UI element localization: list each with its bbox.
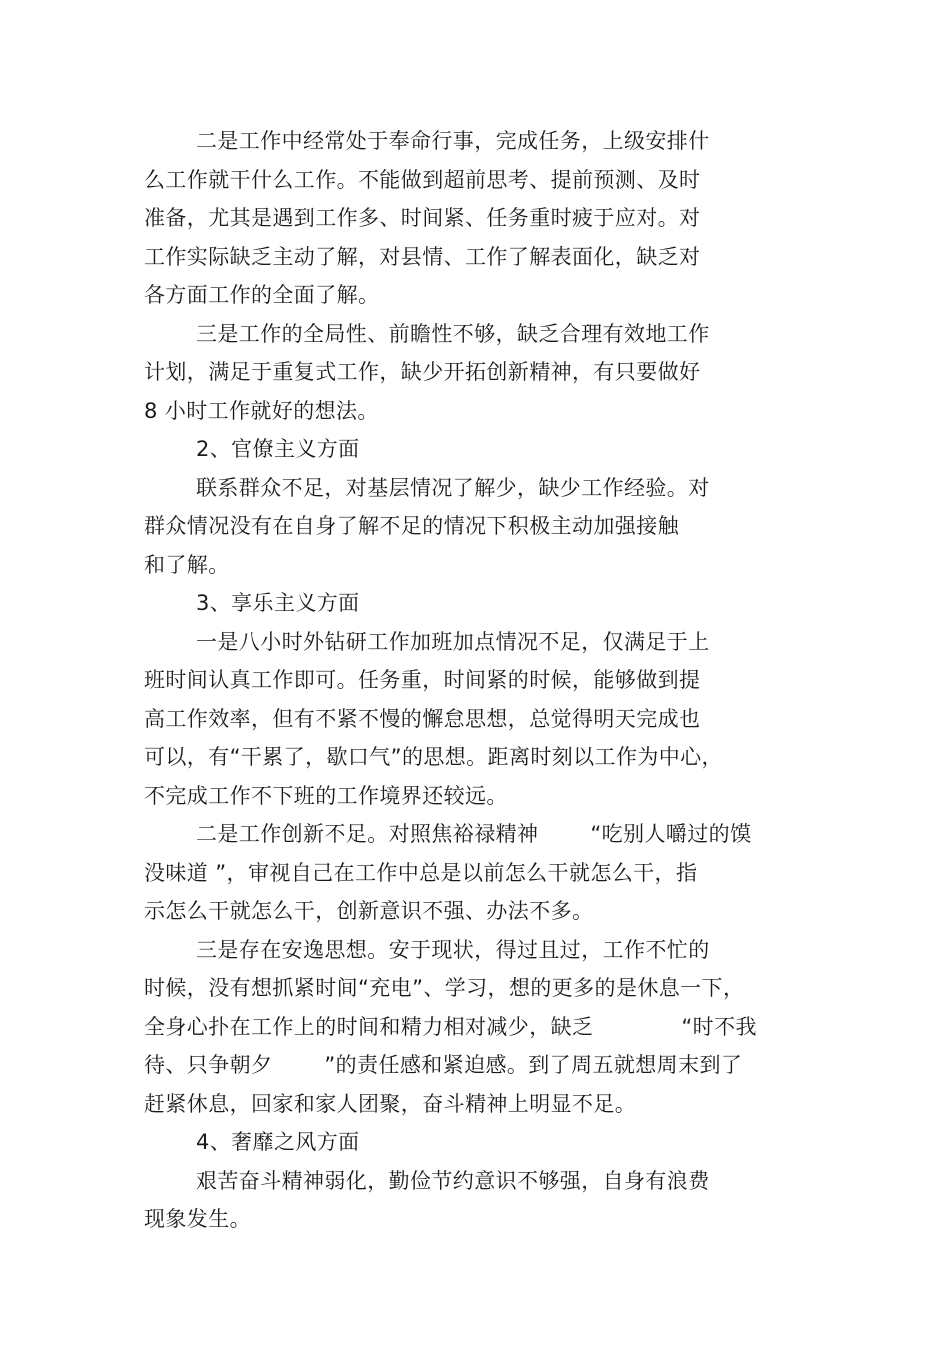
- paragraph-line: 二是工作中经常处于奉命行事，完成任务，上级安排什: [196, 129, 710, 153]
- paragraph-line: 联系群众不足，对基层情况了解少，缺少工作经验。对: [196, 475, 710, 500]
- paragraph-line: 和了解。: [144, 552, 230, 577]
- section-heading: 4、奢靡之风方面: [196, 1130, 360, 1154]
- quote-segment: “时不我: [681, 1014, 757, 1039]
- text-segment: 待、只争朝夕: [144, 1053, 273, 1077]
- paragraph-line: 各方面工作的全面了解。: [144, 283, 380, 307]
- paragraph-line: 艰苦奋斗精神弱化，勤俭节约意识不够强，自身有浪费: [196, 1168, 710, 1193]
- paragraph-line: 现象发生。: [144, 1207, 251, 1231]
- paragraph-line: 示怎么干就怎么干，创新意识不强、办法不多。: [144, 899, 594, 923]
- text-segment: 二是工作创新不足。对照焦裕禄精神: [196, 822, 539, 846]
- paragraph-line: 计划，满足于重复式工作，缺少开拓创新精神，有只要做好: [144, 360, 701, 384]
- paragraph-line: 时候，没有想抓紧时间“充电”、学习，想的更多的是休息一下，: [144, 976, 745, 1000]
- quote-segment: “吃别人嚼过的馍: [590, 822, 752, 846]
- paragraph-line: 8 小时工作就好的想法。: [144, 398, 379, 423]
- document-body: [144, 122, 824, 1239]
- text-segment: 全身心扑在工作上的时间和精力相对减少，缺乏: [144, 1014, 594, 1039]
- paragraph-line: 三是工作的全局性、前瞻性不够，缺乏合理有效地工作: [196, 321, 710, 346]
- paragraph-line: 班时间认真工作即可。任务重，时间紧的时候，能够做到提: [144, 668, 701, 692]
- paragraph-line: 高工作效率，但有不紧不慢的懈怠思想，总觉得明天完成也: [144, 706, 701, 731]
- paragraph-line: [144, 815, 824, 854]
- paragraph-line: [144, 1046, 824, 1085]
- paragraph-line: 么工作就干什么工作。不能做到超前思考、提前预测、及时: [144, 167, 701, 192]
- paragraph-line: 群众情况没有在自身了解不足的情况下积极主动加强接触: [144, 514, 679, 538]
- paragraph-line: 赶紧休息，回家和家人团聚，奋斗精神上明显不足。: [144, 1091, 637, 1116]
- section-heading: 2、官僚主义方面: [196, 437, 360, 461]
- paragraph-line: 一是八小时外钻研工作加班加点情况不足，仅满足于上: [196, 629, 710, 654]
- paragraph-line: 工作实际缺乏主动了解，对县情、工作了解表面化，缺乏对: [144, 244, 701, 269]
- section-heading: 3、享乐主义方面: [196, 591, 360, 615]
- text-segment: ”的责任感和紧迫感。到了周五就想周末到了: [324, 1053, 743, 1077]
- paragraph-line: 三是存在安逸思想。安于现状，得过且过，工作不忙的: [196, 937, 710, 962]
- paragraph-line: [144, 1008, 824, 1047]
- paragraph-line: 不完成工作不下班的工作境界还较远。: [144, 783, 508, 808]
- paragraph-line: 没味道 ”，审视自己在工作中总是以前怎么干就怎么干，指: [144, 860, 698, 885]
- paragraph-line: 可以，有“干累了，歇口气”的思想。距离时刻以工作为中心，: [144, 745, 723, 769]
- paragraph-line: 准备，尤其是遇到工作多、时间紧、任务重时疲于应对。对: [144, 206, 701, 230]
